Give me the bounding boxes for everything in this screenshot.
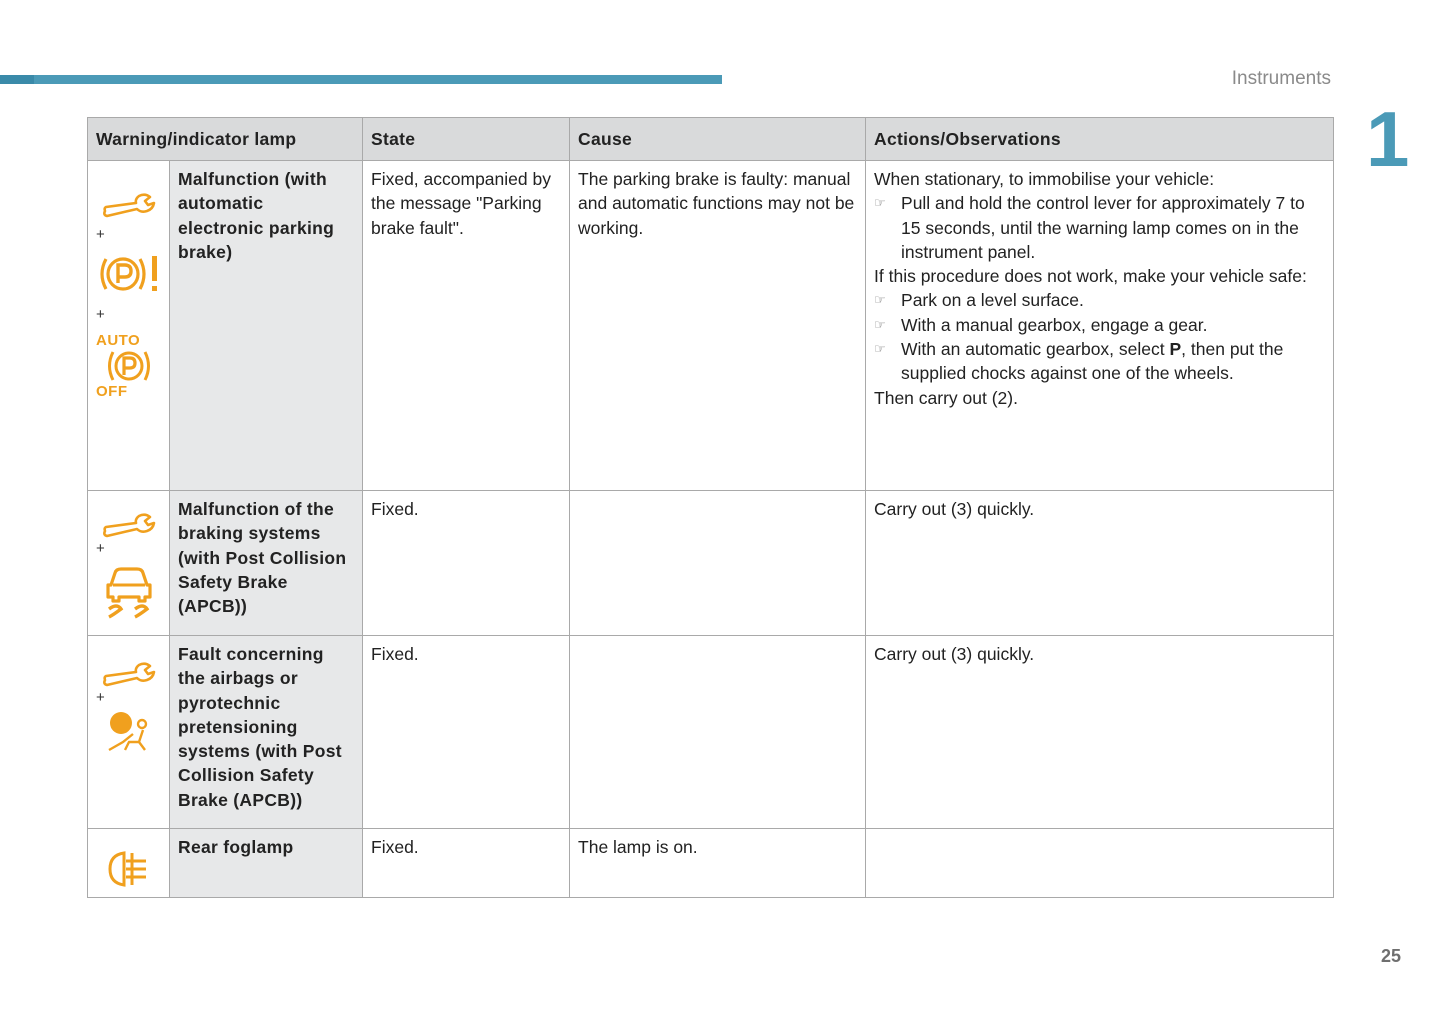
- service-wrench-icon: [101, 658, 157, 688]
- lamp-actions: Carry out (3) quickly.: [866, 491, 1334, 636]
- gear-selector-p: P: [1169, 339, 1182, 360]
- plus-sign: +: [96, 689, 105, 706]
- pointer-hand-icon: ☞: [874, 341, 886, 357]
- service-wrench-icon: [101, 189, 157, 219]
- plus-sign: +: [96, 226, 105, 243]
- actions-intro: When stationary, to immobilise your vehicle:: [874, 169, 1215, 189]
- auto-label: AUTO: [96, 332, 141, 349]
- table-header-row: [88, 118, 1334, 161]
- lamp-cause: [570, 491, 866, 636]
- header-accent-bar-edge: [0, 75, 34, 84]
- chapter-number: 1: [1366, 95, 1410, 183]
- plus-sign: +: [96, 540, 105, 557]
- lamp-actions: [866, 829, 1334, 898]
- rear-foglamp-icon: [106, 849, 152, 889]
- lamp-cause: The parking brake is faulty: manual and automatic functions may not be working.: [570, 161, 866, 491]
- car-skid-icon: [103, 563, 155, 619]
- lamp-state: Fixed.: [363, 829, 570, 898]
- action-step-text-part: With an automatic gearbox, select: [901, 339, 1170, 360]
- auto-parking-icon: [103, 348, 155, 384]
- lamp-cause: [570, 636, 866, 829]
- lamp-icons-cell: [88, 829, 170, 898]
- action-step: [874, 313, 1325, 337]
- airbag-icon: [105, 710, 153, 754]
- lamp-name: Malfunction (with automatic electronic parking brake): [170, 161, 363, 491]
- lamp-state: Fixed, accompanied by the message "Parking brake fault".: [363, 161, 570, 491]
- pointer-hand-icon: ☞: [874, 195, 886, 211]
- lamp-icons-cell: [88, 491, 170, 636]
- lamp-name: Malfunction of the braking systems (with Post Collision Safety Brake (APCB)): [170, 491, 363, 636]
- service-wrench-icon: [101, 509, 157, 539]
- column-header-lamp: Warning/indicator lamp: [88, 118, 363, 161]
- parking-brake-warning-icon: [96, 251, 162, 297]
- off-label: OFF: [96, 383, 128, 400]
- actions-middle: If this procedure does not work, make your vehicle safe:: [874, 266, 1307, 287]
- plus-sign: +: [96, 306, 105, 323]
- lamp-actions: Carry out (3) quickly.: [866, 636, 1334, 829]
- lamp-icons-cell: [88, 161, 170, 491]
- lamp-state: Fixed.: [363, 491, 570, 636]
- column-header-state: State: [363, 118, 570, 161]
- action-step: [874, 191, 1325, 264]
- warning-lamps-table: [87, 117, 1334, 898]
- section-title: Instruments: [1231, 68, 1331, 89]
- action-step-text-part: , then put the supplied chocks against one of the wheels.: [901, 339, 1284, 384]
- lamp-icons-cell: [88, 636, 170, 829]
- action-step: [874, 288, 1325, 312]
- lamp-name: Fault concerning the airbags or pyrotechnic pretensioning systems (with Post Collision Safety Brake (APCB)): [170, 636, 363, 829]
- action-step-text: [901, 337, 1325, 386]
- table-row: [88, 491, 1334, 636]
- pointer-hand-icon: ☞: [874, 316, 886, 332]
- lamp-actions: [866, 161, 1334, 491]
- action-step-text: With a manual gearbox, engage a gear.: [901, 314, 1208, 335]
- table-row: [88, 636, 1334, 829]
- lamp-cause: The lamp is on.: [570, 829, 866, 898]
- action-step-text: Pull and hold the control lever for approximately 7 to 15 seconds, until the warning lamp comes on in the instrument panel.: [901, 193, 1305, 262]
- auto-off-parking-icon: [96, 333, 161, 399]
- column-header-actions: Actions/Observations: [866, 118, 1334, 161]
- table-row: [88, 829, 1334, 898]
- actions-outro: Then carry out (2).: [874, 387, 1018, 408]
- action-step-text: Park on a level surface.: [901, 290, 1084, 311]
- lamp-state: Fixed.: [363, 636, 570, 829]
- header-accent-bar: [0, 75, 722, 84]
- pointer-hand-icon: ☞: [874, 292, 886, 308]
- column-header-cause: Cause: [570, 118, 866, 161]
- page-number: 25: [1381, 946, 1402, 966]
- lamp-name: Rear foglamp: [170, 829, 363, 898]
- table-row: [88, 161, 1334, 491]
- action-step: [874, 337, 1325, 386]
